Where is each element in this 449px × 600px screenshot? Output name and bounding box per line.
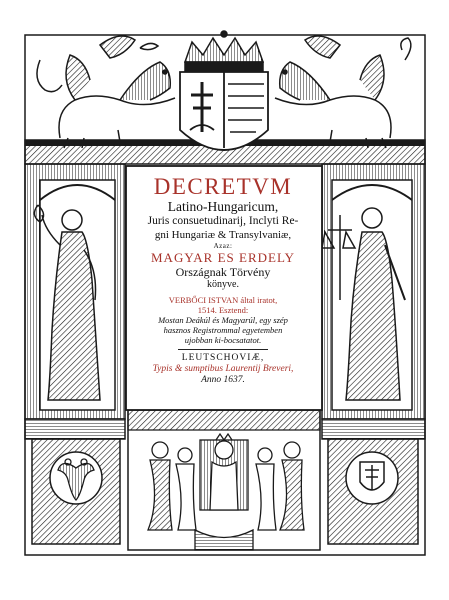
aliter-label: Azaz: <box>213 242 233 250</box>
griffin-icon <box>37 36 175 148</box>
main-title: DECRETVM <box>153 174 293 199</box>
edition-line-2: hasznos Registrommal egyetemben <box>163 325 283 335</box>
subtitle-line-3: gni Hungariæ & Transylvaniæ, <box>154 229 292 241</box>
imprint-printer: Typis & sumptibus Laurentij Breveri, <box>152 364 294 374</box>
double-cross-shield-icon <box>180 72 268 150</box>
edition-line-3: ujobban ki-bocsatatot. <box>184 335 262 345</box>
edition-line-1: Mostan Deákúl és Magyarúl, egy szép <box>158 315 288 325</box>
title-text-block <box>128 168 318 406</box>
right-pedestal <box>322 419 425 544</box>
griffin-icon-right <box>275 36 411 148</box>
crown-icon <box>185 31 263 71</box>
divider-rule <box>178 349 268 350</box>
court-scene <box>128 410 320 550</box>
imprint-date: Anno 1637. <box>201 375 245 385</box>
hungarian-line-3: könyve. <box>207 279 239 290</box>
imprint-place: LEUTSCHOVIÆ, <box>181 353 265 363</box>
subtitle-line-1: Latino-Hungaricum, <box>167 199 279 214</box>
author-line: VERBŐCI ISTVAN által iratot, <box>168 295 278 305</box>
hungarian-title: MAGYAR ES ERDELY <box>151 250 295 265</box>
hungarian-line-2: Országnak Törvény <box>175 265 271 279</box>
year-line: 1514. Esztend: <box>197 305 249 315</box>
subtitle-line-2: Juris consuetudinarij, Inclyti Re- <box>147 215 299 227</box>
